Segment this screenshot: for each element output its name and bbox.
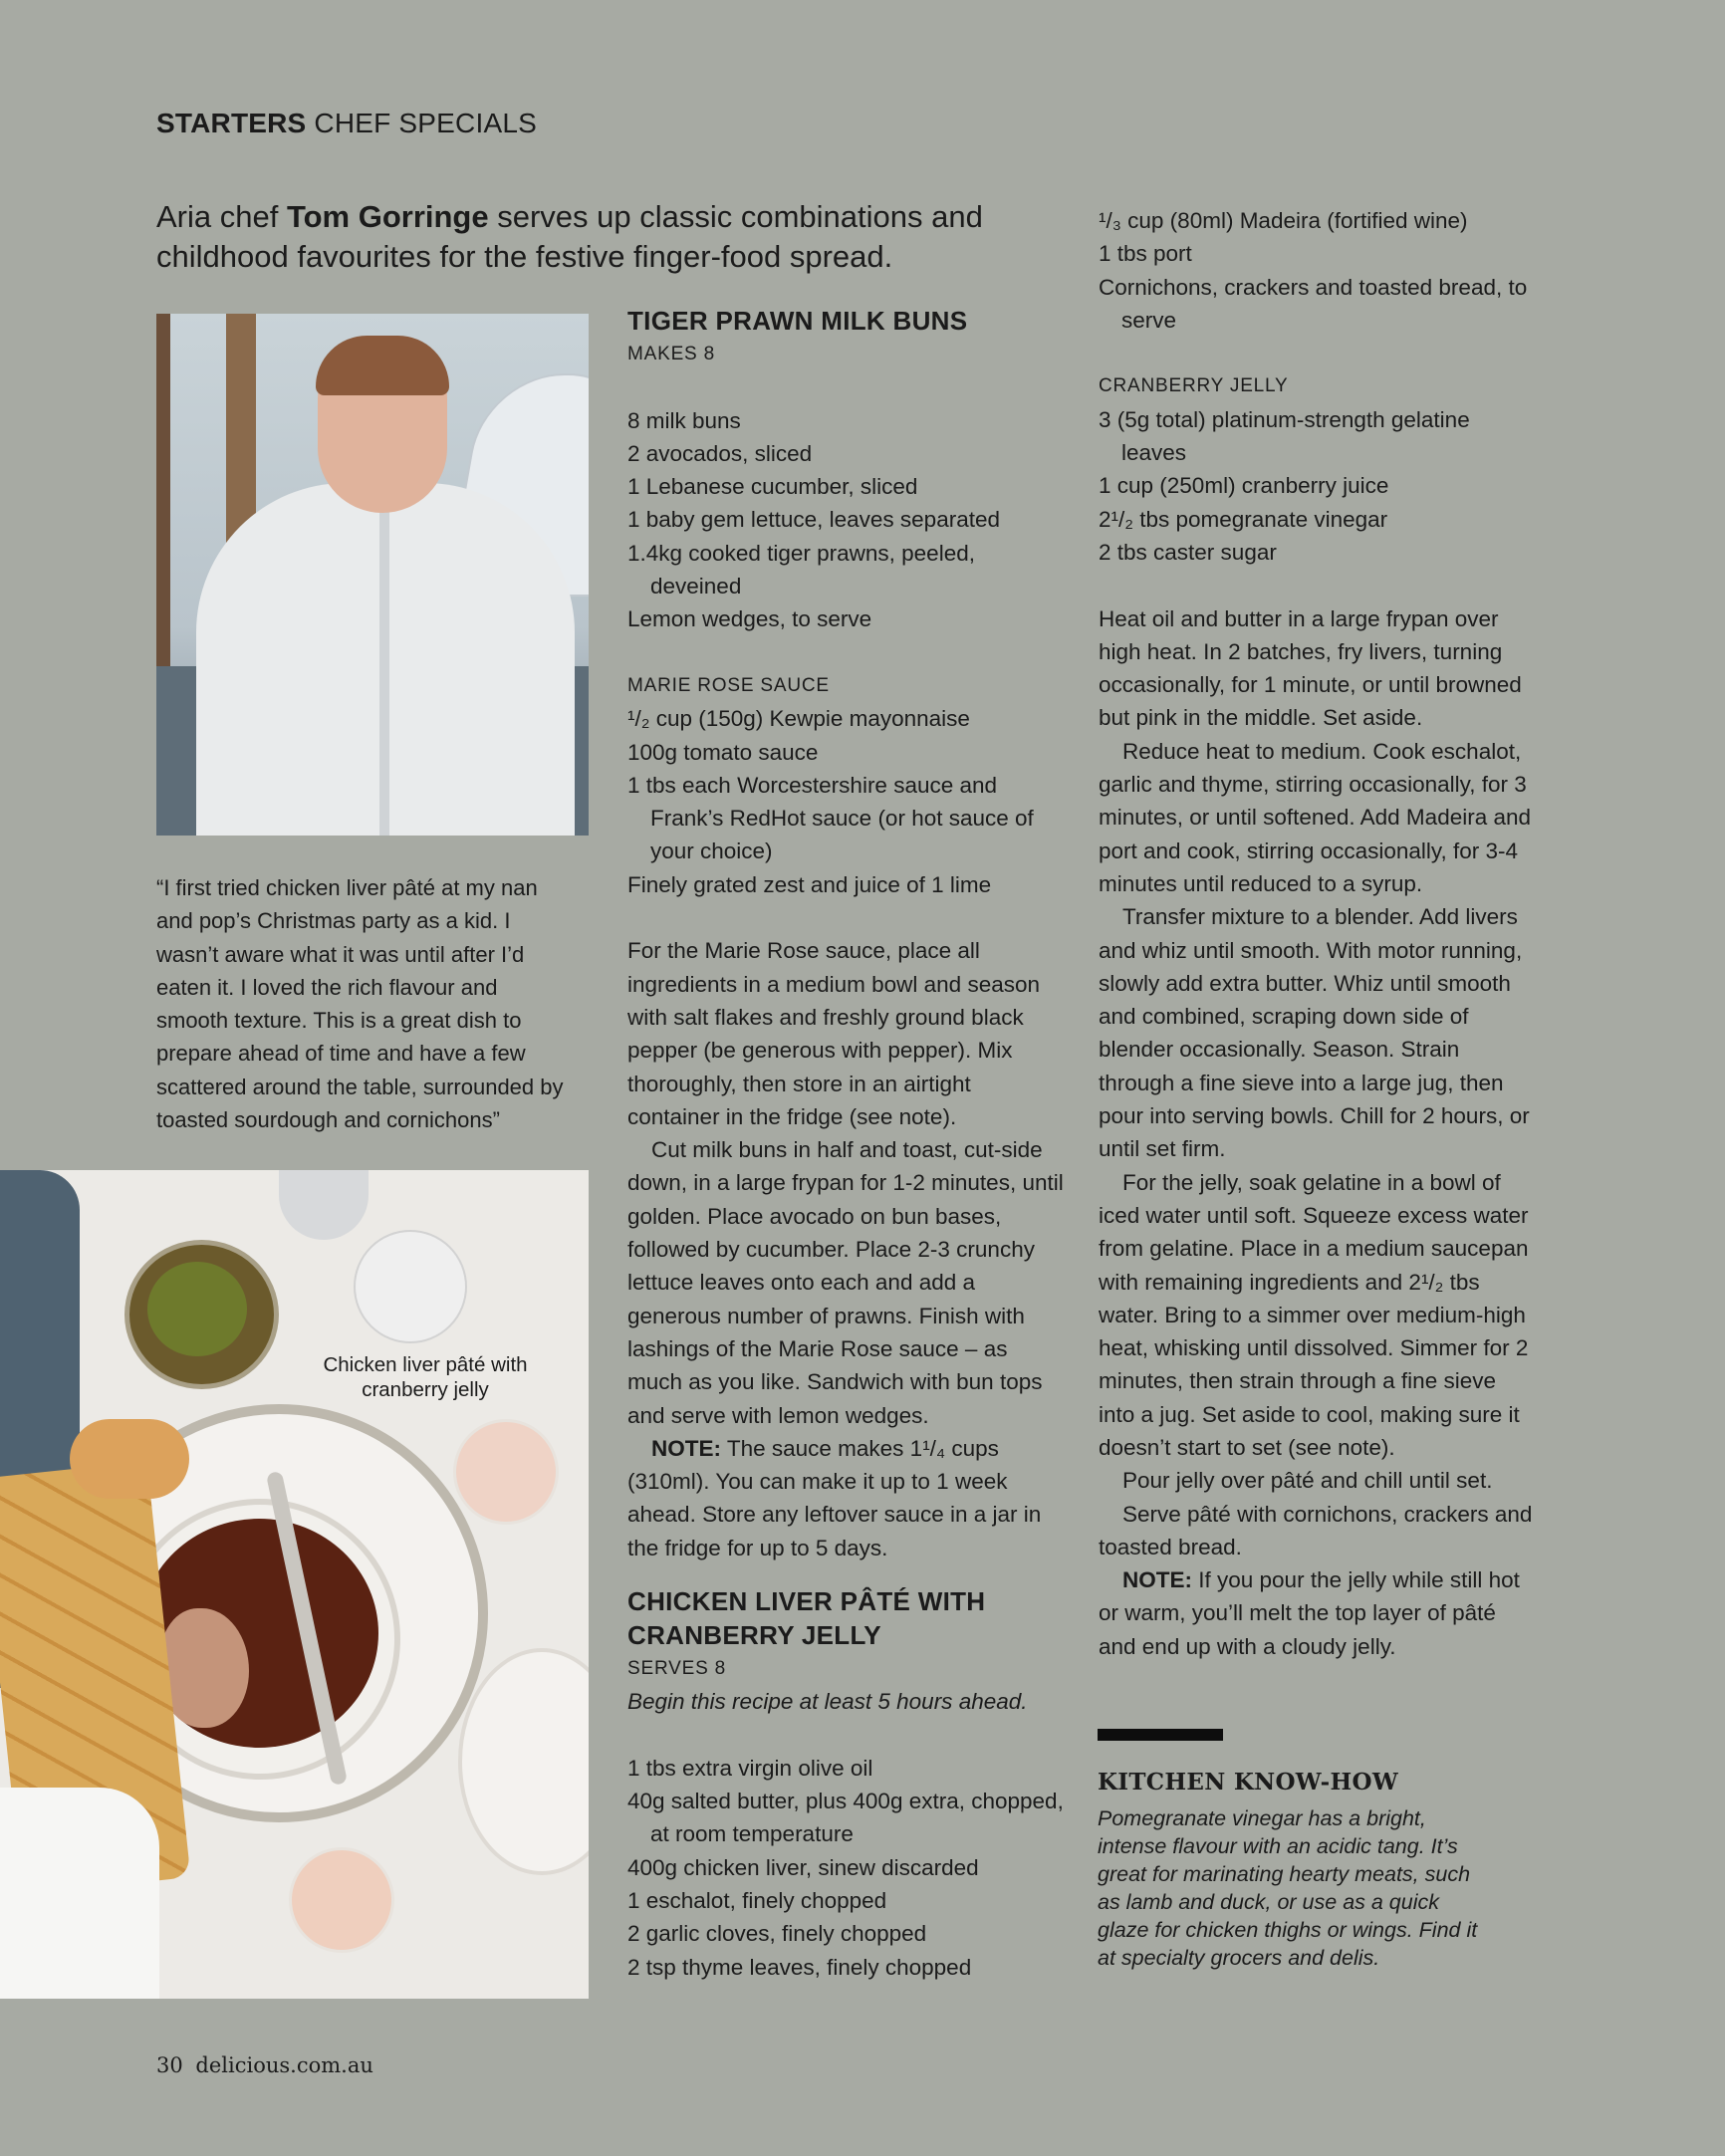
ingredient: 1 baby gem lettuce, leaves separated	[627, 507, 1000, 533]
page-number: 30	[156, 2053, 183, 2077]
chef-photo	[156, 314, 589, 836]
method-step: For the Marie Rose sauce, place all ingredients in a medium bowl and season with salt flakes and freshly ground black pepper (be generous with pepper). Mix thoroughly, then store in an airtight container in the fridge (see note).	[627, 938, 1040, 1129]
ingredient: 2 avocados, sliced	[627, 440, 813, 466]
recipe2-yield: SERVES 8	[627, 1657, 726, 1679]
sauce-title: MARIE ROSE SAUCE	[627, 674, 830, 696]
recipe1-method	[627, 934, 1066, 1564]
ingredient: 400g chicken liver, sinew discarded	[627, 1854, 979, 1880]
method-step: Heat oil and butter in a large frypan over high heat. In 2 batches, fry livers, turning occasionally, for 1 minute, or until browned but pink in the middle. Set aside.	[1099, 605, 1522, 731]
site-url[interactable]: delicious.com.au	[195, 2053, 373, 2077]
pate-photo	[0, 1170, 589, 1999]
chef-quote: “I first tried chicken liver pâté at my nan and pop’s Christmas party as a kid. I wasn’t aware what it was until after I’d eaten it. I loved the rich flavour and smooth texture. This is a great dish to prepare ahead of time and have a few scattered around the table, surrounded by toasted sourdough and cornichons”	[156, 875, 564, 1133]
ingredient: Finely grated zest and juice of 1 lime	[627, 871, 992, 897]
ingredient: 100g tomato sauce	[627, 739, 819, 765]
method-step: Reduce heat to medium. Cook eschalot, garlic and thyme, stirring occasionally, for 3 minutes, or until softened. Add Madeira and port and cook, stirring occasionally, for 3-4 minutes until reduced to a syrup.	[1099, 738, 1532, 896]
ingredient: ¹/₃ cup (80ml) Madeira (fortified wine)	[1099, 208, 1468, 233]
recipe1-note	[627, 1432, 1066, 1564]
photo-caption: Chicken liver pâté with cranberry jelly	[323, 1353, 528, 1401]
recipe2-ingredients-b	[1099, 204, 1537, 337]
method-step: Cut milk buns in half and toast, cut-side down, in a large frypan for 1-2 minutes, until golden. Place avocado on bun bases, followed by cucumber. Place 2-3 crunchy lettuce leaves onto each and add a generous number of prawns. Finish with lashings of the Marie Rose sauce – as much as you like. Sandwich with bun tops and serve with lemon wedges.	[627, 1137, 1064, 1428]
sauce-ingredients	[627, 702, 1066, 901]
know-how-body: Pomegranate vinegar has a bright, intense flavour with an acidic tang. It’s great for marinating hearty meats, such as lamb and duck, or use as a quick glaze for chicken thighs or wings. Find it at specialty grocers and delis.	[1098, 1806, 1478, 1970]
ingredient: 1 tbs port	[1099, 241, 1192, 267]
recipe2-title: CHICKEN LIVER PÂTÉ WITH CRANBERRY JELLY	[627, 1585, 986, 1650]
ingredient: ¹/₂ cup (150g) Kewpie mayonnaise	[627, 706, 970, 732]
know-how-title: KITCHEN KNOW-HOW	[1098, 1769, 1399, 1796]
recipe1-ingredients	[627, 404, 1066, 636]
section-label: STARTERS	[156, 108, 307, 138]
know-how-divider	[1098, 1729, 1223, 1741]
jelly-title: CRANBERRY JELLY	[1099, 375, 1289, 397]
ingredient: 1 tbs extra virgin olive oil	[627, 1755, 873, 1781]
section-header	[156, 108, 537, 139]
recipe-column-middle	[627, 304, 1066, 1984]
ingredient: 1 eschalot, finely chopped	[627, 1888, 887, 1914]
note-label: NOTE:	[1122, 1567, 1192, 1593]
page-footer	[156, 2053, 373, 2077]
recipe2-method	[1099, 602, 1537, 1664]
recipe-column-right	[1099, 204, 1537, 1663]
note-text: The sauce makes 1¹/₄ cups (310ml). You can make it up to 1 week ahead. Store any leftover sauce in a jar in the fridge for up to 5 days.	[627, 1435, 1042, 1560]
recipe1-title: TIGER PRAWN MILK BUNS	[627, 306, 968, 336]
ingredient: 1.4kg cooked tiger prawns, peeled, deveined	[627, 540, 975, 599]
intro-after: serves up classic combinations and childhood favourites for the festive finger-food spread.	[156, 199, 983, 274]
ingredient: 1 cup (250ml) cranberry juice	[1099, 473, 1389, 499]
note-text: If you pour the jelly while still hot or warm, you’ll melt the top layer of pâté and end up with a cloudy jelly.	[1099, 1567, 1520, 1659]
ingredient: 40g salted butter, plus 400g extra, chopped, at room temperature	[627, 1789, 1064, 1847]
ingredient: 2 garlic cloves, finely chopped	[627, 1921, 927, 1947]
ingredient: 1 tbs each Worcestershire sauce and Frank’s RedHot sauce (or hot sauce of your choice)	[627, 772, 1034, 864]
ingredient: 2 tsp thyme leaves, finely chopped	[627, 1954, 972, 1980]
note-label: NOTE:	[651, 1435, 721, 1461]
method-step: For the jelly, soak gelatine in a bowl of iced water until soft. Squeeze excess water from gelatine. Place in a medium saucepan with remaining ingredients and 2¹/₂ tbs water. Bring to a simmer over medium-high heat, whisking until dissolved. Simmer for 2 minutes, then strain through a fine sieve into a jug. Set aside to cool, making sure it doesn’t start to set (see note).	[1099, 1169, 1529, 1460]
method-step: Pour jelly over pâté and chill until set.	[1122, 1468, 1493, 1494]
ingredient: Cornichons, crackers and toasted bread, to serve	[1099, 274, 1528, 333]
method-step: Transfer mixture to a blender. Add livers and whiz until smooth. With motor running, slowly add extra butter. Whiz until smooth and combined, scraping down side of blender occasionally. Season. Strain through a fine sieve into a large jug, then pour into serving bowls. Chill for 2 hours, or until set firm.	[1099, 904, 1530, 1162]
intro-text	[156, 197, 1033, 277]
ingredient: 8 milk buns	[627, 407, 741, 433]
chef-name: Tom Gorringe	[286, 199, 489, 234]
subsection-label: CHEF SPECIALS	[314, 108, 537, 138]
ingredient: 2¹/₂ tbs pomegranate vinegar	[1099, 506, 1388, 532]
recipe1-yield: MAKES 8	[627, 344, 715, 364]
ingredient: Lemon wedges, to serve	[627, 606, 872, 632]
ingredient: 3 (5g total) platinum-strength gelatine leaves	[1099, 406, 1470, 466]
ingredient: 2 tbs caster sugar	[1099, 539, 1277, 565]
recipe2-note	[1099, 1563, 1537, 1663]
recipe2-lead: Begin this recipe at least 5 hours ahead.	[627, 1689, 1028, 1715]
recipe2-ingredients-a	[627, 1752, 1066, 1984]
jelly-ingredients	[1099, 403, 1537, 569]
ingredient: 1 Lebanese cucumber, sliced	[627, 474, 918, 500]
method-step: Serve pâté with cornichons, crackers and toasted bread.	[1099, 1501, 1533, 1559]
intro-before: Aria chef	[156, 199, 287, 234]
